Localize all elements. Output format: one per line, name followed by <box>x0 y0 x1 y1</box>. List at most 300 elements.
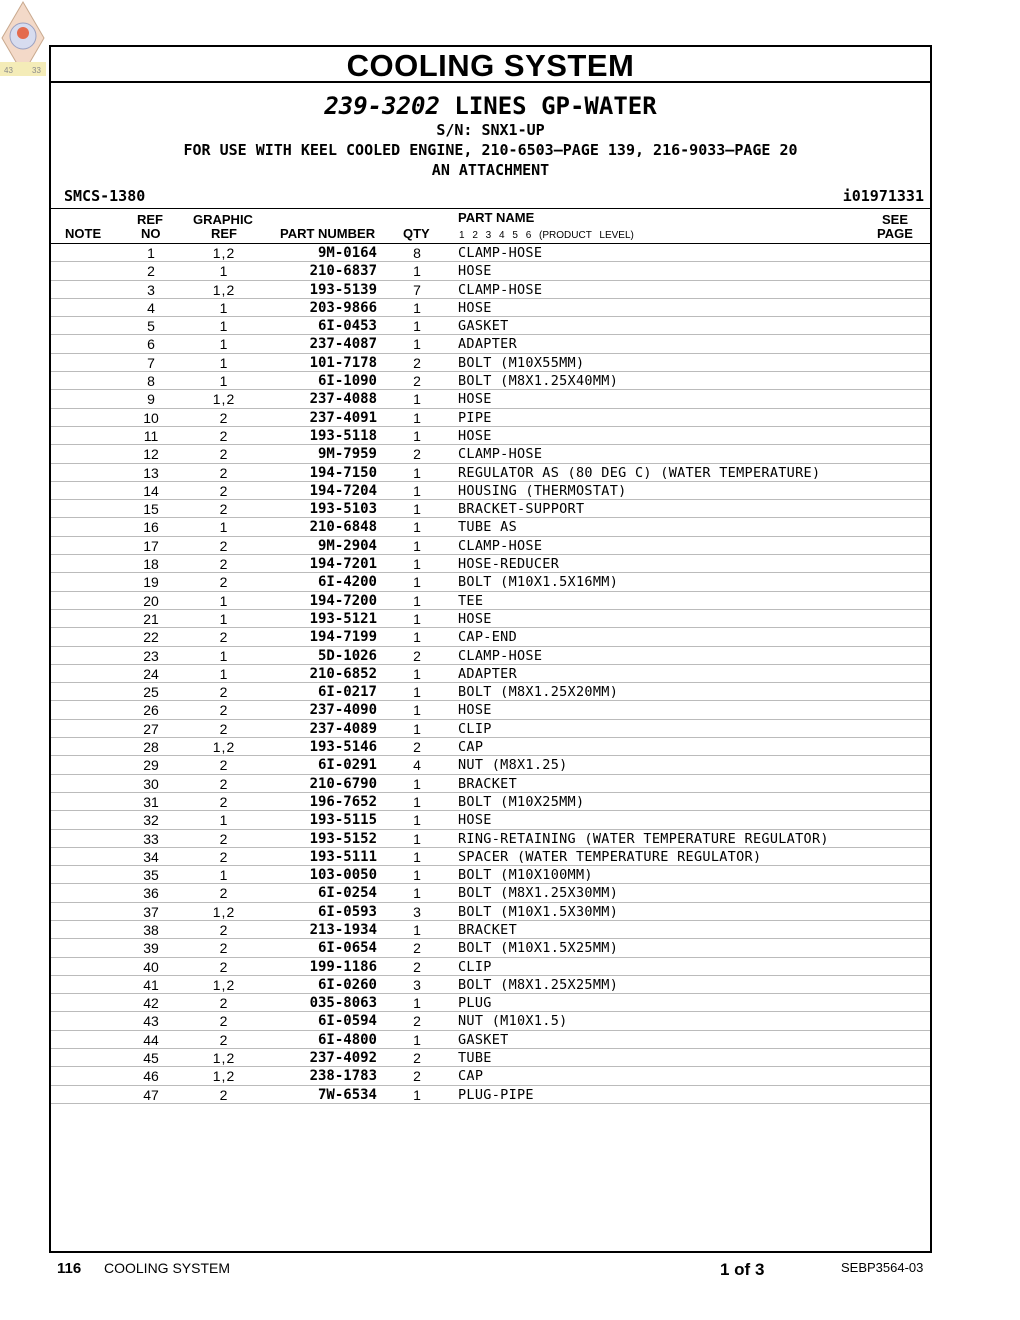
ref-no: 5 <box>147 318 155 335</box>
parts-list <box>51 244 930 1104</box>
graphic-ref: 1 <box>219 647 229 664</box>
parts-frame <box>49 45 932 1253</box>
graphic-ref: 1,2 <box>212 1050 236 1067</box>
quantity: 3 <box>413 976 421 993</box>
graphic-ref: 2 <box>219 482 229 499</box>
table-row <box>51 281 930 299</box>
group-title-line <box>51 92 930 120</box>
graphic-ref: 2 <box>219 501 229 518</box>
quantity: 1 <box>413 921 421 938</box>
table-row <box>51 665 930 683</box>
part-name: ADAPTER <box>458 665 517 682</box>
part-number: 213-1934 <box>309 921 377 938</box>
part-name: NUT (M8X1.25) <box>458 757 568 774</box>
part-number: 238-1783 <box>309 1068 377 1085</box>
page-title: COOLING SYSTEM <box>51 47 930 83</box>
graphic-ref: 2 <box>219 940 229 957</box>
ref-no: 16 <box>143 519 159 536</box>
part-name: BOLT (M8X1.25X30MM) <box>458 885 619 902</box>
part-number: 210-6790 <box>309 775 377 792</box>
graphic-ref: 2 <box>219 556 229 573</box>
ref-no: 29 <box>143 757 159 774</box>
quantity: 2 <box>413 354 421 371</box>
graphic-ref: 1,2 <box>212 976 236 993</box>
table-row <box>51 994 930 1012</box>
quantity: 1 <box>413 263 421 280</box>
logo-right-number: 33 <box>32 66 41 75</box>
quantity: 1 <box>413 830 421 847</box>
table-row <box>51 866 930 884</box>
part-number: 199-1186 <box>309 958 377 975</box>
quantity: 1 <box>413 848 421 865</box>
graphic-ref: 2 <box>219 793 229 810</box>
ref-no: 32 <box>143 812 159 829</box>
ref-no: 18 <box>143 556 159 573</box>
graphic-ref: 2 <box>219 629 229 646</box>
ref-no: 31 <box>143 793 159 810</box>
table-row <box>51 427 930 445</box>
quantity: 1 <box>413 720 421 737</box>
ref-no: 45 <box>143 1050 159 1067</box>
graphic-ref: 2 <box>219 1086 229 1103</box>
quantity: 1 <box>413 629 421 646</box>
part-number: 193-5146 <box>309 739 377 756</box>
part-number: 9M-2904 <box>317 537 377 554</box>
part-name: HOSE <box>458 812 492 829</box>
ref-no: 46 <box>143 1068 159 1085</box>
graphic-ref: 2 <box>219 775 229 792</box>
part-name: HOSE-REDUCER <box>458 556 560 573</box>
part-name: GASKET <box>458 318 509 335</box>
table-row <box>51 518 930 536</box>
part-name: CAP-END <box>458 629 517 646</box>
graphic-ref: 1,2 <box>212 245 236 261</box>
ref-no: 22 <box>143 629 159 646</box>
table-row <box>51 976 930 994</box>
part-name: BOLT (M10X1.5X25MM) <box>458 940 619 957</box>
part-name: TUBE <box>458 1050 492 1067</box>
part-name: GASKET <box>458 1031 509 1048</box>
graphic-ref: 2 <box>219 830 229 847</box>
graphic-ref: 2 <box>219 958 229 975</box>
graphic-ref: 1,2 <box>212 391 236 408</box>
part-name: TUBE AS <box>458 519 517 536</box>
ref-no: 13 <box>143 464 159 481</box>
table-row <box>51 830 930 848</box>
part-number: 6I-4800 <box>317 1031 377 1048</box>
ref-no: 39 <box>143 940 159 957</box>
col-graphic-top: GRAPHIC <box>193 212 253 227</box>
table-row <box>51 884 930 902</box>
part-number: 9M-0164 <box>317 245 377 261</box>
part-name: BOLT (M10X1.5X30MM) <box>458 903 619 920</box>
graphic-ref: 1 <box>219 299 229 316</box>
part-name: CLAMP-HOSE <box>458 537 543 554</box>
quantity: 1 <box>413 812 421 829</box>
col-see-top: SEE <box>882 212 909 227</box>
ref-no: 33 <box>143 830 159 847</box>
quantity: 1 <box>413 427 421 444</box>
table-row <box>51 903 930 921</box>
col-part-number: PART NUMBER <box>280 226 376 241</box>
part-number: 103-0050 <box>309 867 377 884</box>
col-note: NOTE <box>65 226 102 241</box>
column-header <box>51 209 930 244</box>
graphic-ref: 2 <box>219 464 229 481</box>
col-qty: QTY <box>403 226 430 241</box>
page-of: 1 of 3 <box>720 1260 765 1279</box>
quantity: 2 <box>413 1050 421 1067</box>
ref-no: 17 <box>143 537 159 554</box>
part-number: 193-5111 <box>309 848 377 865</box>
ref-no: 38 <box>143 921 159 938</box>
quantity: 1 <box>413 574 421 591</box>
ref-no: 15 <box>143 501 159 518</box>
ref-no: 14 <box>143 482 159 499</box>
part-number: 6I-0260 <box>317 976 377 993</box>
table-row <box>51 409 930 427</box>
part-number: 035-8063 <box>309 995 377 1012</box>
part-number: 9M-7959 <box>317 446 377 463</box>
footer-section: COOLING SYSTEM <box>104 1260 231 1276</box>
table-row <box>51 610 930 628</box>
table-row <box>51 1067 930 1085</box>
part-name: BRACKET-SUPPORT <box>458 501 585 518</box>
part-name: CLAMP-HOSE <box>458 647 543 664</box>
part-name: CAP <box>458 739 484 756</box>
quantity: 1 <box>413 995 421 1012</box>
graphic-ref: 1 <box>219 592 229 609</box>
ref-no: 43 <box>143 1013 159 1030</box>
quantity: 2 <box>413 940 421 957</box>
table-row <box>51 1031 930 1049</box>
part-number: 6I-4200 <box>317 574 377 591</box>
part-name: NUT (M10X1.5) <box>458 1013 568 1030</box>
table-row <box>51 756 930 774</box>
quantity: 1 <box>413 592 421 609</box>
col-product-level: 1 2 3 4 5 6 (PRODUCT LEVEL) <box>459 230 634 241</box>
part-number: 194-7204 <box>309 482 377 499</box>
table-row <box>51 573 930 591</box>
quantity: 1 <box>413 299 421 316</box>
quantity: 2 <box>413 739 421 756</box>
document-number: SEBP3564-03 <box>841 1260 924 1275</box>
table-row <box>51 939 930 957</box>
table-row <box>51 482 930 500</box>
quantity: 1 <box>413 318 421 335</box>
part-name: BRACKET <box>458 775 517 792</box>
part-name: BRACKET <box>458 921 517 938</box>
part-number: 194-7150 <box>309 464 377 481</box>
ref-no: 19 <box>143 574 159 591</box>
part-name: BOLT (M10X55MM) <box>458 354 585 371</box>
part-name: PLUG-PIPE <box>458 1086 534 1103</box>
part-name: TEE <box>458 592 484 609</box>
part-number: 6I-0254 <box>317 885 377 902</box>
part-name: HOUSING (THERMOSTAT) <box>458 482 627 499</box>
graphic-ref: 1,2 <box>212 739 236 756</box>
graphic-ref: 1 <box>219 336 229 353</box>
graphic-ref: 2 <box>219 537 229 554</box>
quantity: 4 <box>413 757 421 774</box>
logo-left-number: 43 <box>4 66 13 75</box>
graphic-ref: 1 <box>219 373 229 390</box>
quantity: 1 <box>413 775 421 792</box>
graphic-ref: 1,2 <box>212 281 236 298</box>
group-part-number: 239-3202 <box>324 92 440 120</box>
part-number: 194-7201 <box>309 556 377 573</box>
part-number: 203-9866 <box>309 299 377 316</box>
part-number: 210-6837 <box>309 263 377 280</box>
quantity: 1 <box>413 501 421 518</box>
part-name: CAP <box>458 1068 484 1085</box>
ref-no: 3 <box>147 281 155 298</box>
graphic-ref: 1 <box>219 519 229 536</box>
quantity: 1 <box>413 336 421 353</box>
ref-no: 37 <box>143 903 159 920</box>
graphic-ref: 2 <box>219 574 229 591</box>
quantity: 1 <box>413 665 421 682</box>
ref-no: 7 <box>147 354 155 371</box>
part-number: 5D-1026 <box>317 647 377 664</box>
part-number: 7W-6534 <box>317 1086 377 1103</box>
part-number: 210-6852 <box>309 665 377 682</box>
graphic-ref: 2 <box>219 1031 229 1048</box>
quantity: 1 <box>413 885 421 902</box>
table-row <box>51 262 930 280</box>
quantity: 2 <box>413 958 421 975</box>
illustration-id: i01971331 <box>842 187 924 205</box>
graphic-ref: 2 <box>219 995 229 1012</box>
col-part-name: PART NAME <box>458 210 535 225</box>
ref-no: 21 <box>143 610 159 627</box>
quantity: 3 <box>413 903 421 920</box>
page-footer <box>0 1260 1020 1282</box>
quantity: 2 <box>413 446 421 463</box>
table-row <box>51 592 930 610</box>
quantity: 8 <box>413 245 421 261</box>
smcs-code: SMCS-1380 <box>64 187 146 205</box>
table-row <box>51 464 930 482</box>
quantity: 1 <box>413 464 421 481</box>
quantity: 1 <box>413 1031 421 1048</box>
part-number: 196-7652 <box>309 793 377 810</box>
part-name: HOSE <box>458 263 492 280</box>
table-row <box>51 683 930 701</box>
quantity: 1 <box>413 391 421 408</box>
part-number: 193-5115 <box>309 812 377 829</box>
part-number: 6I-0654 <box>317 940 377 957</box>
part-number: 194-7200 <box>309 592 377 609</box>
part-name: BOLT (M10X25MM) <box>458 793 585 810</box>
part-name: REGULATOR AS (80 DEG C) (WATER TEMPERATURE) <box>458 464 821 481</box>
ref-no: 36 <box>143 885 159 902</box>
quantity: 2 <box>413 647 421 664</box>
ref-no: 42 <box>143 995 159 1012</box>
ref-no: 40 <box>143 958 159 975</box>
ref-no: 41 <box>143 976 159 993</box>
table-row <box>51 628 930 646</box>
graphic-ref: 1 <box>219 867 229 884</box>
part-name: CLIP <box>458 958 492 975</box>
ref-no: 30 <box>143 775 159 792</box>
ref-no: 26 <box>143 702 159 719</box>
part-number: 194-7199 <box>309 629 377 646</box>
publisher-logo <box>0 0 46 76</box>
part-number: 6I-0217 <box>317 684 377 701</box>
ref-no: 44 <box>143 1031 159 1048</box>
graphic-ref: 2 <box>219 409 229 426</box>
graphic-ref: 2 <box>219 921 229 938</box>
ref-no: 11 <box>143 427 159 444</box>
part-name: ADAPTER <box>458 336 517 353</box>
graphic-ref: 1 <box>219 812 229 829</box>
part-number: 6I-0453 <box>317 318 377 335</box>
quantity: 1 <box>413 537 421 554</box>
part-number: 6I-0291 <box>317 757 377 774</box>
quantity: 1 <box>413 793 421 810</box>
part-number: 193-5118 <box>309 427 377 444</box>
graphic-ref: 1 <box>219 665 229 682</box>
table-row <box>51 500 930 518</box>
quantity: 1 <box>413 684 421 701</box>
graphic-ref: 2 <box>219 720 229 737</box>
ref-no: 1 <box>147 245 155 261</box>
table-row <box>51 1012 930 1030</box>
graphic-ref: 2 <box>219 702 229 719</box>
table-row <box>51 647 930 665</box>
table-row <box>51 537 930 555</box>
table-row <box>51 445 930 463</box>
table-row <box>51 793 930 811</box>
part-name: HOSE <box>458 391 492 408</box>
table-row <box>51 299 930 317</box>
graphic-ref: 1 <box>219 610 229 627</box>
part-name: BOLT (M10X1.5X16MM) <box>458 574 619 591</box>
part-number: 237-4092 <box>309 1050 377 1067</box>
table-row <box>51 720 930 738</box>
part-name: HOSE <box>458 427 492 444</box>
graphic-ref: 2 <box>219 757 229 774</box>
serial-number: S/N: SNX1-UP <box>436 121 545 139</box>
table-row <box>51 1049 930 1067</box>
ref-no: 10 <box>143 409 159 426</box>
graphic-ref: 1,2 <box>212 903 236 920</box>
ref-no: 8 <box>147 373 155 390</box>
quantity: 1 <box>413 867 421 884</box>
quantity: 1 <box>413 409 421 426</box>
part-name: RING-RETAINING (WATER TEMPERATURE REGULATOR) <box>458 830 829 847</box>
part-number: 237-4087 <box>309 336 377 353</box>
quantity: 2 <box>413 1068 421 1085</box>
graphic-ref: 1 <box>219 263 229 280</box>
graphic-ref: 2 <box>219 1013 229 1030</box>
part-name: CLAMP-HOSE <box>458 281 543 298</box>
part-name: BOLT (M8X1.25X40MM) <box>458 373 619 390</box>
graphic-ref: 2 <box>219 446 229 463</box>
graphic-ref: 2 <box>219 684 229 701</box>
table-row <box>51 390 930 408</box>
table-row <box>51 372 930 390</box>
ref-no: 9 <box>147 391 155 408</box>
ref-no: 25 <box>143 684 159 701</box>
graphic-ref: 2 <box>219 427 229 444</box>
table-row <box>51 958 930 976</box>
page-number: 116 <box>57 1260 82 1277</box>
quantity: 1 <box>413 702 421 719</box>
quantity: 2 <box>413 1013 421 1030</box>
col-ref-bottom: NO <box>141 226 161 241</box>
usage-note: FOR USE WITH KEEL COOLED ENGINE, 210-6503—PAGE 139, 216-9033—PAGE 20 <box>183 141 798 159</box>
col-graphic-bottom: REF <box>211 226 237 241</box>
part-name: CLIP <box>458 720 492 737</box>
table-row <box>51 701 930 719</box>
ref-no: 28 <box>143 739 159 756</box>
ref-no: 2 <box>147 263 155 280</box>
quantity: 1 <box>413 610 421 627</box>
ref-no: 6 <box>147 336 155 353</box>
quantity: 1 <box>413 556 421 573</box>
table-row <box>51 848 930 866</box>
part-name: BOLT (M10X100MM) <box>458 867 593 884</box>
part-number: 193-5139 <box>309 281 377 298</box>
graphic-ref: 1,2 <box>212 1068 236 1085</box>
table-row <box>51 921 930 939</box>
part-name: CLAMP-HOSE <box>458 245 543 261</box>
graphic-ref: 2 <box>219 885 229 902</box>
ref-no: 47 <box>143 1086 159 1103</box>
quantity: 2 <box>413 373 421 390</box>
part-number: 237-4089 <box>309 720 377 737</box>
part-name: BOLT (M8X1.25X20MM) <box>458 684 619 701</box>
table-row <box>51 335 930 353</box>
col-see-bottom: PAGE <box>877 226 913 241</box>
ref-no: 27 <box>143 720 159 737</box>
group-part-name: LINES GP-WATER <box>454 92 657 120</box>
part-number: 6I-1090 <box>317 373 377 390</box>
part-number: 193-5103 <box>309 501 377 518</box>
quantity: 7 <box>413 281 421 298</box>
ref-no: 24 <box>143 665 159 682</box>
ref-no: 23 <box>143 647 159 664</box>
part-number: 210-6848 <box>309 519 377 536</box>
table-row <box>51 317 930 335</box>
part-number: 101-7178 <box>309 354 377 371</box>
part-name: BOLT (M8X1.25X25MM) <box>458 976 619 993</box>
graphic-ref: 2 <box>219 848 229 865</box>
group-header <box>51 83 930 209</box>
part-number: 193-5121 <box>309 610 377 627</box>
part-name: HOSE <box>458 702 492 719</box>
table-row <box>51 555 930 573</box>
part-name: HOSE <box>458 299 492 316</box>
table-row <box>51 811 930 829</box>
graphic-ref: 1 <box>219 354 229 371</box>
part-number: 6I-0593 <box>317 903 377 920</box>
attachment-note: AN ATTACHMENT <box>431 161 550 179</box>
part-number: 6I-0594 <box>317 1013 377 1030</box>
part-name: HOSE <box>458 610 492 627</box>
ref-no: 12 <box>143 446 159 463</box>
table-row <box>51 1086 930 1104</box>
part-number: 193-5152 <box>309 830 377 847</box>
quantity: 1 <box>413 1086 421 1103</box>
ref-no: 4 <box>147 299 155 316</box>
table-row <box>51 354 930 372</box>
part-number: 237-4091 <box>309 409 377 426</box>
table-row <box>51 244 930 262</box>
quantity: 1 <box>413 519 421 536</box>
